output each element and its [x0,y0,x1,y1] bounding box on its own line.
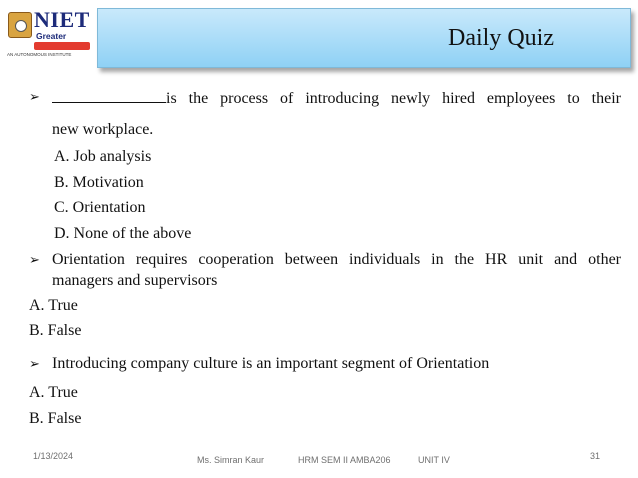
footer-unit: UNIT IV [418,455,450,465]
footer-page-number: 31 [590,451,601,461]
arrow-bullet-icon: ➢ [29,253,40,268]
slide-title: Daily Quiz [448,25,554,51]
question-1-main: is the process of introducing newly hired employees to their [166,90,621,107]
footer-date: 1/13/2024 [33,451,74,461]
question-2-option-a: A. True [29,297,78,314]
niet-logo [4,5,92,59]
question-1-option-d: D. None of the above [54,225,192,242]
arrow-bullet-icon: ➢ [29,357,40,372]
question-2-line-1: Orientation requires cooperation between individuals in the HR unit and other [52,251,621,268]
logo-tagline-banner [34,42,90,50]
question-1-continuation: new workplace. [52,121,154,138]
footer-course: HRM SEM II AMBA206 [298,455,391,465]
question-3-option-b: B. False [29,410,82,427]
institute-emblem-icon [8,12,32,38]
title-banner [97,8,631,68]
arrow-bullet-icon: ➢ [29,90,40,105]
answer-blank [52,88,166,103]
footer-author: Ms. Simran Kaur [197,455,265,465]
question-2-option-b: B. False [29,322,82,339]
question-1-option-a: A. Job analysis [54,148,152,165]
question-1-text [52,88,621,108]
question-3-line-1: Introducing company culture is an important segment of Orientation [52,355,490,372]
question-1-option-c: C. Orientation [54,199,146,216]
logo-tagline: AN AUTONOMOUS INSTITUTE [7,52,72,57]
question-1-option-b: B. Motivation [54,174,144,191]
question-3-option-a: A. True [29,384,78,401]
logo-subtitle: Greater [36,31,67,41]
question-2-line-2: managers and supervisors [52,272,218,289]
logo-name: NIET [34,7,90,32]
